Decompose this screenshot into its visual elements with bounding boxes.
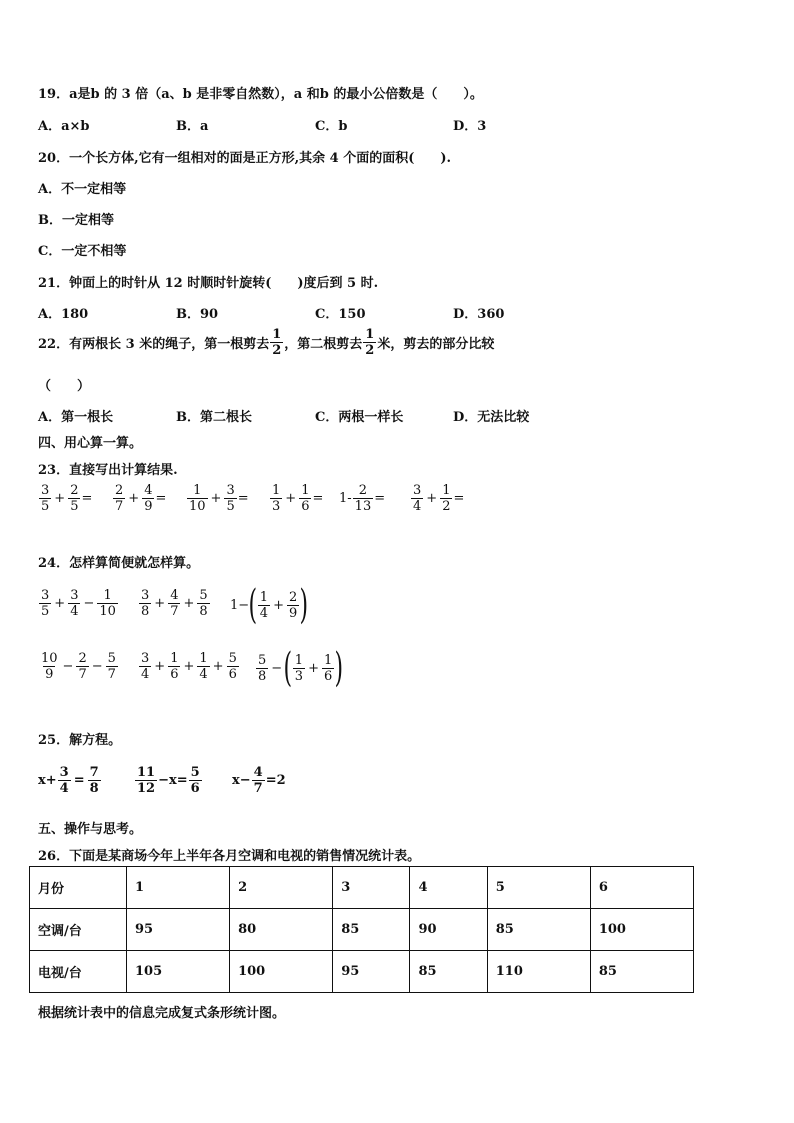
operator: + xyxy=(210,491,222,506)
fraction xyxy=(440,483,452,514)
numerator: 1 xyxy=(365,327,375,342)
q22-stem-part-2: ，第二根剪去 xyxy=(284,337,363,352)
fraction xyxy=(168,588,180,619)
fraction xyxy=(258,590,270,621)
numerator: 3 xyxy=(70,588,79,603)
q22-option-d: D．无法比较 xyxy=(453,410,530,425)
denominator: 4 xyxy=(70,604,79,619)
q20-option-a: A．不一定相等 xyxy=(38,182,127,197)
q20-option-c: C．一定不相等 xyxy=(38,244,127,259)
fraction xyxy=(76,651,88,682)
operator: + xyxy=(285,491,297,506)
numerator: 1 xyxy=(442,483,451,498)
equation-2 xyxy=(134,765,203,796)
operator: − xyxy=(83,596,95,611)
table-cell: 80 xyxy=(230,909,333,951)
operator: − xyxy=(91,659,103,674)
operator: − xyxy=(271,660,283,676)
table-cell: 1 xyxy=(127,867,230,909)
numerator: 5 xyxy=(258,652,267,668)
numerator: 1 xyxy=(259,589,269,605)
fraction xyxy=(197,588,209,619)
numerator: 1 xyxy=(323,652,333,668)
q21-option-b: B．90 xyxy=(176,307,219,322)
table-cell: 4 xyxy=(410,867,487,909)
denominator: 4 xyxy=(199,667,208,682)
q26-footer: 根据统计表中的信息完成复式条形统计图。 xyxy=(38,1006,286,1021)
fraction xyxy=(139,588,151,619)
table-cell: 100 xyxy=(230,951,333,993)
equals-sign: = xyxy=(81,491,93,506)
fraction xyxy=(270,483,282,514)
q25-stem: 25．解方程。 xyxy=(38,733,122,748)
suffix: =2 xyxy=(265,773,286,788)
fraction xyxy=(139,651,151,682)
table-cell: 2 xyxy=(230,867,333,909)
numerator: 2 xyxy=(115,483,124,498)
fraction xyxy=(252,765,265,796)
numerator: 2 xyxy=(288,589,298,605)
denominator: 7 xyxy=(115,499,124,514)
operator: + xyxy=(426,491,438,506)
fraction xyxy=(106,651,118,682)
table-cell: 95 xyxy=(127,909,230,951)
numerator: 3 xyxy=(226,483,235,498)
fraction xyxy=(287,590,299,621)
table-row-ac xyxy=(30,909,694,951)
q22-stem xyxy=(38,327,494,358)
denominator: 4 xyxy=(141,667,150,682)
operator: + xyxy=(212,659,224,674)
equals-sign: = xyxy=(453,491,465,506)
denominator: 7 xyxy=(107,667,116,682)
denominator: 8 xyxy=(258,668,267,684)
q21-option-d: D．360 xyxy=(453,307,505,322)
numerator: 1 xyxy=(272,327,282,342)
right-paren: ) xyxy=(299,582,309,628)
prefix: x− xyxy=(232,773,251,788)
denominator: 5 xyxy=(41,499,50,514)
numerator: 5 xyxy=(228,651,237,666)
q22-fraction-1 xyxy=(270,327,283,358)
left-paren: ( xyxy=(248,582,258,628)
operator: + xyxy=(183,659,195,674)
table-row-tv xyxy=(30,951,694,993)
q24-stem: 24．怎样算简便就怎样算。 xyxy=(38,556,200,571)
q19-stem: 19．a是b 的 3 倍（a、b 是非零自然数），a 和b 的最小公倍数是（ ）。 xyxy=(38,87,483,102)
fraction xyxy=(299,483,311,514)
q21-stem: 21．钟面上的时针从 12 时顺时针旋转( )度后到 5 时. xyxy=(38,276,379,291)
denominator: 7 xyxy=(253,781,263,796)
denominator: 7 xyxy=(170,604,179,619)
left-paren: ( xyxy=(283,645,293,691)
denominator: 5 xyxy=(226,499,235,514)
denominator: 3 xyxy=(272,499,281,514)
denominator: 9 xyxy=(45,667,54,682)
numerator: 1 xyxy=(199,651,208,666)
fraction xyxy=(256,653,268,684)
denominator: 5 xyxy=(41,604,50,619)
sales-table xyxy=(29,866,694,993)
denominator: 9 xyxy=(288,605,298,621)
q23-expression xyxy=(38,483,92,514)
table-cell: 6 xyxy=(590,867,693,909)
denominator: 8 xyxy=(199,604,208,619)
numerator: 1 xyxy=(193,483,202,498)
section-4-title: 四、用心算一算。 xyxy=(38,436,143,451)
fraction xyxy=(135,765,157,796)
numerator: 1 xyxy=(103,588,112,603)
fraction xyxy=(227,651,239,682)
q23-expression xyxy=(112,483,166,514)
q19-option-b: B．a xyxy=(176,119,209,134)
q24-expression xyxy=(138,588,211,619)
right-paren: ) xyxy=(334,645,344,691)
q20-option-b: B．一定相等 xyxy=(38,213,114,228)
operator: + xyxy=(54,596,66,611)
q19-option-a: A．a×b xyxy=(38,119,90,134)
denominator: 10 xyxy=(99,604,116,619)
equals-sign: = xyxy=(155,491,167,506)
numerator: 2 xyxy=(70,483,79,498)
denominator: 4 xyxy=(413,499,422,514)
fraction xyxy=(39,588,51,619)
equals-sign: = xyxy=(374,491,386,506)
fraction xyxy=(39,483,51,514)
table-cell: 95 xyxy=(333,951,410,993)
denominator: 2 xyxy=(442,499,451,514)
fraction xyxy=(411,483,423,514)
q23-stem: 23．直接写出计算结果. xyxy=(38,463,178,478)
numerator: 1 xyxy=(170,651,179,666)
table-row-header xyxy=(30,867,694,909)
fraction xyxy=(187,483,208,514)
q24-expression xyxy=(255,645,344,691)
fraction xyxy=(197,651,209,682)
equals-sign: = xyxy=(73,773,85,788)
denominator: 13 xyxy=(354,499,372,514)
fraction xyxy=(88,765,101,796)
q23-expression xyxy=(410,483,464,514)
operator: + xyxy=(154,659,166,674)
equation-3 xyxy=(232,765,286,796)
denominator: 2 xyxy=(365,343,375,358)
q24-expression xyxy=(230,582,309,628)
prefix: 1- xyxy=(339,491,352,506)
table-cell: 5 xyxy=(487,867,590,909)
fraction xyxy=(58,765,71,796)
fraction xyxy=(97,588,118,619)
denominator: 8 xyxy=(89,781,99,796)
fraction xyxy=(113,483,125,514)
numerator: 10 xyxy=(41,651,58,666)
numerator: 3 xyxy=(413,483,422,498)
denominator: 12 xyxy=(137,781,156,796)
q22-blank: （ ） xyxy=(38,379,91,394)
table-cell: 90 xyxy=(410,909,487,951)
numerator: 1 xyxy=(301,483,310,498)
q22-fraction-2 xyxy=(363,327,376,358)
numerator: 2 xyxy=(358,483,368,498)
numerator: 5 xyxy=(107,651,116,666)
fraction xyxy=(189,765,202,796)
q26-stem: 26．下面是某商场今年上半年各月空调和电视的销售情况统计表。 xyxy=(38,849,421,864)
numerator: 5 xyxy=(190,765,200,780)
denominator: 6 xyxy=(170,667,179,682)
table-cell: 3 xyxy=(333,867,410,909)
q19-option-d: D．3 xyxy=(453,119,487,134)
q24-expression xyxy=(38,651,119,682)
operator: + xyxy=(54,491,66,506)
denominator: 2 xyxy=(272,343,282,358)
equals-sign: = xyxy=(237,491,249,506)
numerator: 4 xyxy=(253,765,263,780)
numerator: 5 xyxy=(199,588,208,603)
numerator: 3 xyxy=(41,483,50,498)
q22-stem-part-1: 22．有两根长 3 米的绳子，第一根剪去 xyxy=(38,337,270,352)
fraction xyxy=(39,651,60,682)
q22-option-a: A．第一根长 xyxy=(38,410,114,425)
numerator: 3 xyxy=(41,588,50,603)
operator: + xyxy=(308,660,319,676)
table-cell: 85 xyxy=(590,951,693,993)
denominator: 10 xyxy=(189,499,206,514)
q23-expression xyxy=(269,483,323,514)
q22-option-b: B．第二根长 xyxy=(176,410,252,425)
table-cell: 110 xyxy=(487,951,590,993)
fraction xyxy=(224,483,236,514)
numerator: 4 xyxy=(170,588,179,603)
q23-expression xyxy=(186,483,249,514)
operator: + xyxy=(154,596,166,611)
table-cell: 105 xyxy=(127,951,230,993)
q24-expression xyxy=(38,588,119,619)
denominator: 6 xyxy=(323,668,333,684)
section-5-title: 五、操作与思考。 xyxy=(38,822,143,837)
denominator: 6 xyxy=(301,499,310,514)
fraction xyxy=(68,588,80,619)
equation-1 xyxy=(38,765,102,796)
numerator: 7 xyxy=(89,765,99,780)
middle: −x= xyxy=(158,773,188,788)
table-cell: 100 xyxy=(590,909,693,951)
prefix: x+ xyxy=(38,773,57,788)
q22-option-c: C．两根一样长 xyxy=(315,410,404,425)
numerator: 2 xyxy=(78,651,87,666)
table-cell: 85 xyxy=(410,951,487,993)
table-cell: 电视/台 xyxy=(30,951,127,993)
q21-option-a: A．180 xyxy=(38,307,89,322)
denominator: 4 xyxy=(259,605,269,621)
q24-expression xyxy=(138,651,240,682)
denominator: 4 xyxy=(59,781,69,796)
denominator: 9 xyxy=(144,499,153,514)
numerator: 11 xyxy=(137,765,156,780)
fraction xyxy=(68,483,80,514)
numerator: 1 xyxy=(272,483,281,498)
q23-expression xyxy=(339,483,385,514)
numerator: 3 xyxy=(59,765,69,780)
numerator: 4 xyxy=(144,483,153,498)
operator: − xyxy=(62,659,74,674)
table-cell: 空调/台 xyxy=(30,909,127,951)
operator: + xyxy=(128,491,140,506)
denominator: 7 xyxy=(78,667,87,682)
denominator: 5 xyxy=(70,499,79,514)
fraction xyxy=(142,483,154,514)
table-cell: 85 xyxy=(487,909,590,951)
fraction xyxy=(293,653,305,684)
numerator: 3 xyxy=(141,588,150,603)
table-cell: 月份 xyxy=(30,867,127,909)
q21-option-c: C．150 xyxy=(315,307,366,322)
operator: + xyxy=(183,596,195,611)
fraction xyxy=(322,653,334,684)
denominator: 3 xyxy=(294,668,304,684)
numerator: 3 xyxy=(141,651,150,666)
q19-option-c: C．b xyxy=(315,119,348,134)
fraction xyxy=(168,651,180,682)
operator: + xyxy=(273,597,284,613)
q22-stem-part-3: 米，剪去的部分比较 xyxy=(377,337,495,352)
fraction xyxy=(353,483,374,514)
denominator: 8 xyxy=(141,604,150,619)
denominator: 6 xyxy=(228,667,237,682)
denominator: 6 xyxy=(190,781,200,796)
prefix: 1− xyxy=(230,597,250,613)
q20-stem: 20．一个长方体,它有一组相对的面是正方形,其余 4 个面的面积( ). xyxy=(38,151,452,166)
table-cell: 85 xyxy=(333,909,410,951)
equals-sign: = xyxy=(312,491,324,506)
numerator: 1 xyxy=(294,652,304,668)
